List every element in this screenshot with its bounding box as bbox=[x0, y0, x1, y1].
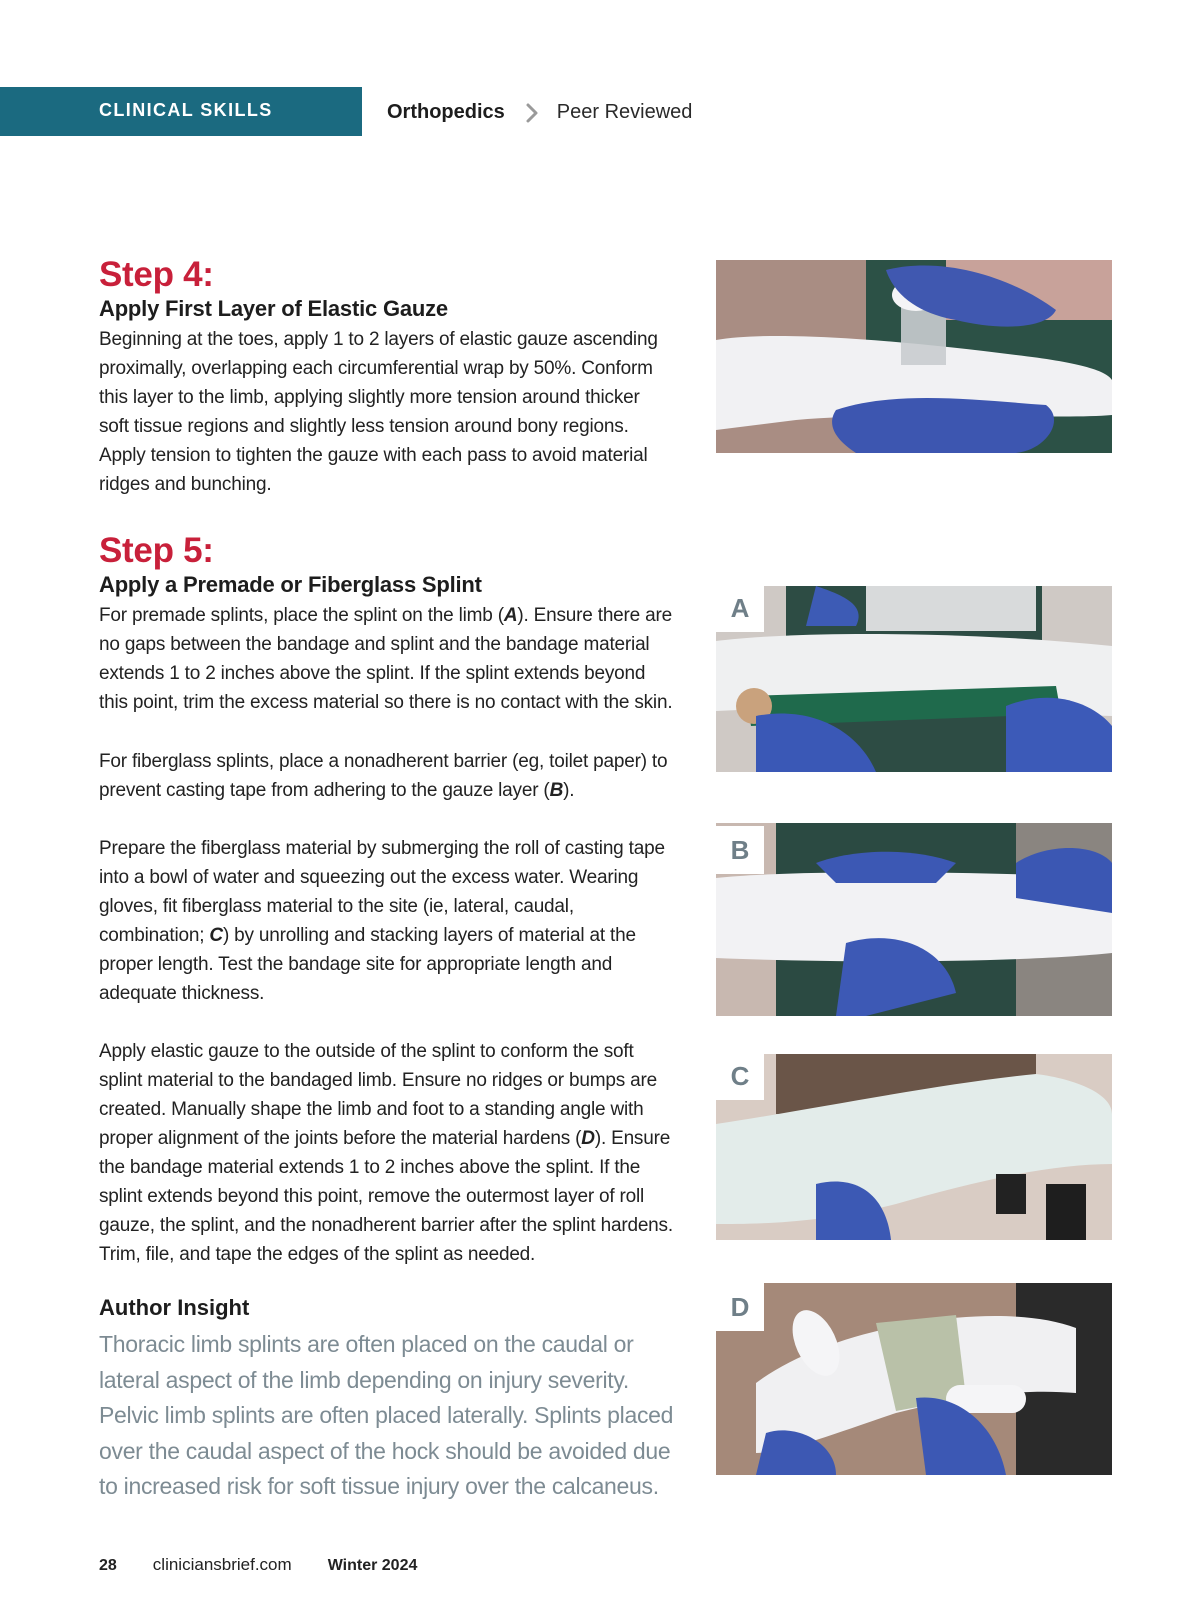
figure-ref-a: A bbox=[503, 605, 518, 626]
page-number: 28 bbox=[99, 1557, 117, 1574]
step-5-label: Step 5: bbox=[99, 531, 214, 570]
author-insight-body: Thoracic limb splints are often placed on the caudal or lateral aspect of the limb depending on injury severity. Pelvic limb splints are often placed laterally. Splints placed over the caudal aspect of the hock should be avoided due to increased risk for soft tissue injury over the calcaneus. bbox=[99, 1331, 674, 1499]
figure-ref-b: B bbox=[549, 780, 564, 801]
step-4-title: Apply First Layer of Elastic Gauze bbox=[99, 296, 448, 321]
photo-a-premade-splint bbox=[716, 586, 1112, 772]
step-4-label: Step 4: bbox=[99, 255, 214, 294]
figure-ref-c: C bbox=[209, 925, 223, 946]
photo-b-nonadherent-barrier bbox=[716, 823, 1112, 1016]
step-5-paragraph-1: For premade splints, place the splint on the limb (A). Ensure there are no gaps between the bandage and splint and the bandage material extends 1 to 2 inches above the splint. If the splint extends beyond this point, trim the excess material so there is no contact with the skin. bbox=[99, 605, 673, 713]
breadcrumb bbox=[387, 101, 692, 124]
step-5-paragraph-2: For fiberglass splints, place a nonadherent barrier (eg, toilet paper) to prevent casting tape from adhering to the gauze layer (B). bbox=[99, 751, 668, 801]
section-label: CLINICAL SKILLS bbox=[99, 100, 273, 120]
breadcrumb-peer-reviewed[interactable]: Peer Reviewed bbox=[556, 101, 693, 123]
step-5-paragraph-4: Apply elastic gauze to the outside of the splint to conform the soft splint material to the bandaged limb. Ensure no ridges or bumps are created. Manually shape the limb and foot to a standing angle with proper alignment of the joints before the material hardens (D). Ensure the bandage material extends 1 to 2 inches above the splint. If the splint extends beyond this point, remove the outermost layer of roll gauze, the splint, and the nonadherent barrier after the splint hardens. Trim, file, and tape the edges of the splint as needed. bbox=[99, 1041, 673, 1265]
figure-label-a: A bbox=[716, 584, 764, 632]
photo-step-4-gauze bbox=[716, 260, 1112, 453]
step-4-body: Beginning at the toes, apply 1 to 2 layers of elastic gauze ascending proximally, overlapping each circumferential wrap by 50%. Conform this layer to the limb, applying slightly more tension around thicker soft tissue regions and slightly less tension around bony regions. Apply tension to tighten the gauze with each pass to avoid material ridges and bunching. bbox=[99, 329, 658, 495]
figure-label-d: D bbox=[716, 1283, 764, 1331]
site-link[interactable]: cliniciansbrief.com bbox=[152, 1555, 292, 1574]
photo-c-fiberglass-fit bbox=[716, 1054, 1112, 1240]
breadcrumb-orthopedics[interactable]: Orthopedics bbox=[387, 101, 505, 123]
figure-label-c: C bbox=[716, 1052, 764, 1100]
issue-label: Winter 2024 bbox=[327, 1557, 418, 1574]
author-insight-title: Author Insight bbox=[99, 1295, 250, 1320]
section-banner bbox=[0, 87, 362, 136]
figure-ref-d: D bbox=[581, 1128, 595, 1149]
chevron-right-icon bbox=[523, 102, 541, 124]
page-footer bbox=[99, 1555, 417, 1575]
photo-d-shaping-limb bbox=[716, 1283, 1112, 1475]
figure-label-b: B bbox=[716, 826, 764, 874]
step-5-paragraph-3: Prepare the fiberglass material by submerging the roll of casting tape into a bowl of water and squeezing out the excess water. Wearing gloves, fit fiberglass material to the site (ie, lateral, caudal, combination; C) by unrolling and stacking layers of material at the proper length. Test the bandage site for appropriate length and adequate thickness. bbox=[99, 838, 665, 1004]
step-5-title: Apply a Premade or Fiberglass Splint bbox=[99, 572, 482, 597]
